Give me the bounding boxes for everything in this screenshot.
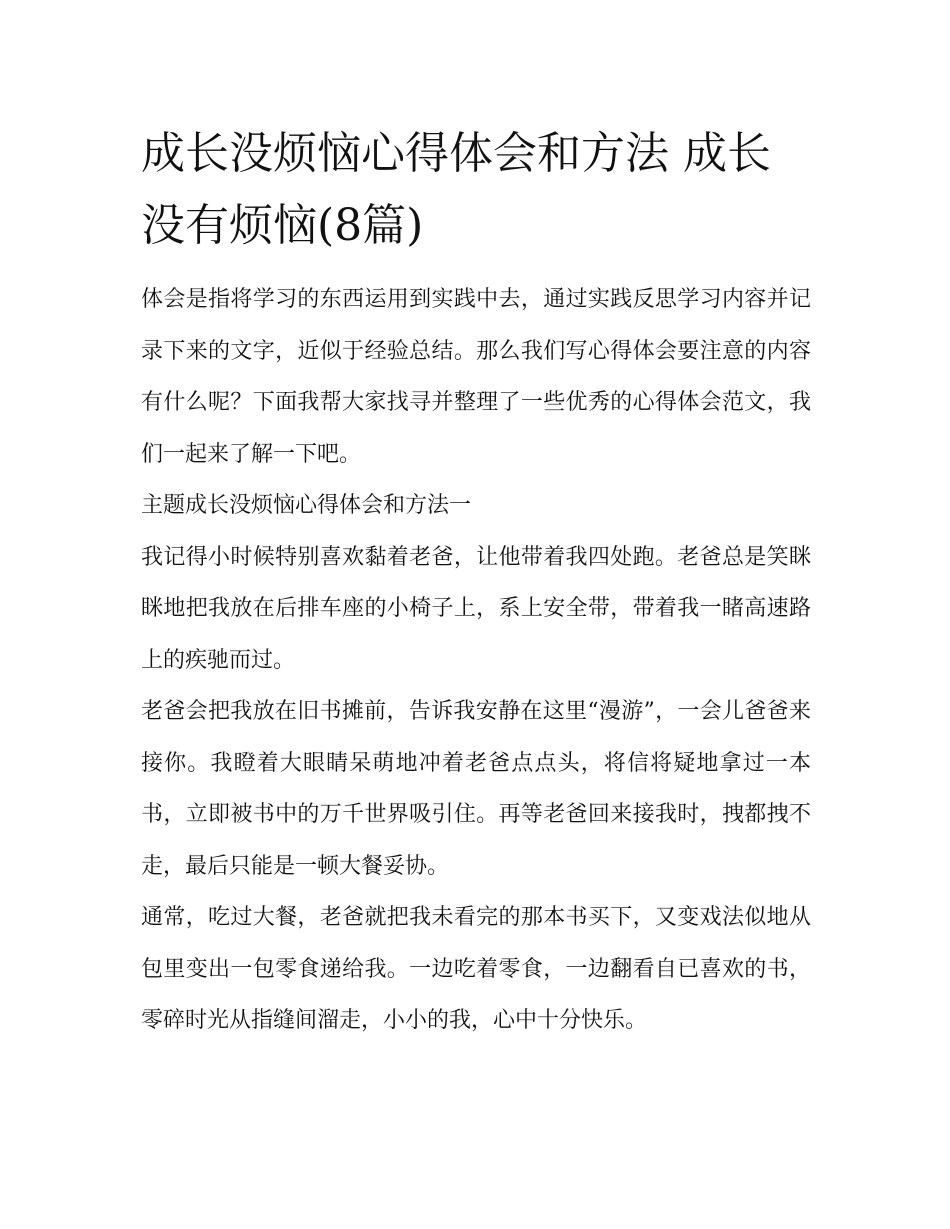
document-body — [141, 118, 811, 1047]
body-paragraph: 我记得小时候特别喜欢黏着老爸，让他带着我四处跑。老爸总是笑眯眯地把我放在后排车座的小椅子上，系上安全带，带着我一睹高速路上的疾驰而过。 — [141, 544, 811, 673]
document-title: 成长没烦恼心得体会和方法 成长没有烦恼(8篇) — [141, 128, 771, 251]
intro-paragraph: 体会是指将学习的东西运用到实践中去，通过实践反思学习内容并记录下来的文字，近似于经验总结。那么我们写心得体会要注意的内容有什么呢？下面我帮大家找寻并整理了一些优秀的心得体会范文，我们一起来了解一下吧。 — [141, 287, 811, 467]
section-heading: 主题成长没烦恼心得体会和方法一 — [141, 493, 472, 518]
body-paragraph: 通常，吃过大餐，老爸就把我未看完的那本书买下，又变戏法似地从包里变出一包零食递给我。一边吃着零食，一边翻看自已喜欢的书，零碎时光从指缝间溜走，小小的我，心中十分快乐。 — [141, 905, 811, 1033]
body-paragraph: 老爸会把我放在旧书摊前，告诉我安静在这里“漫游”，一会儿爸爸来接你。我瞪着大眼睛呆萌地冲着老爸点点头，将信将疑地拿过一本书，立即被书中的万千世界吸引住。再等老爸回来接我时，拽都拽不走，最后只能是一顿大餐妥协。 — [141, 699, 811, 879]
